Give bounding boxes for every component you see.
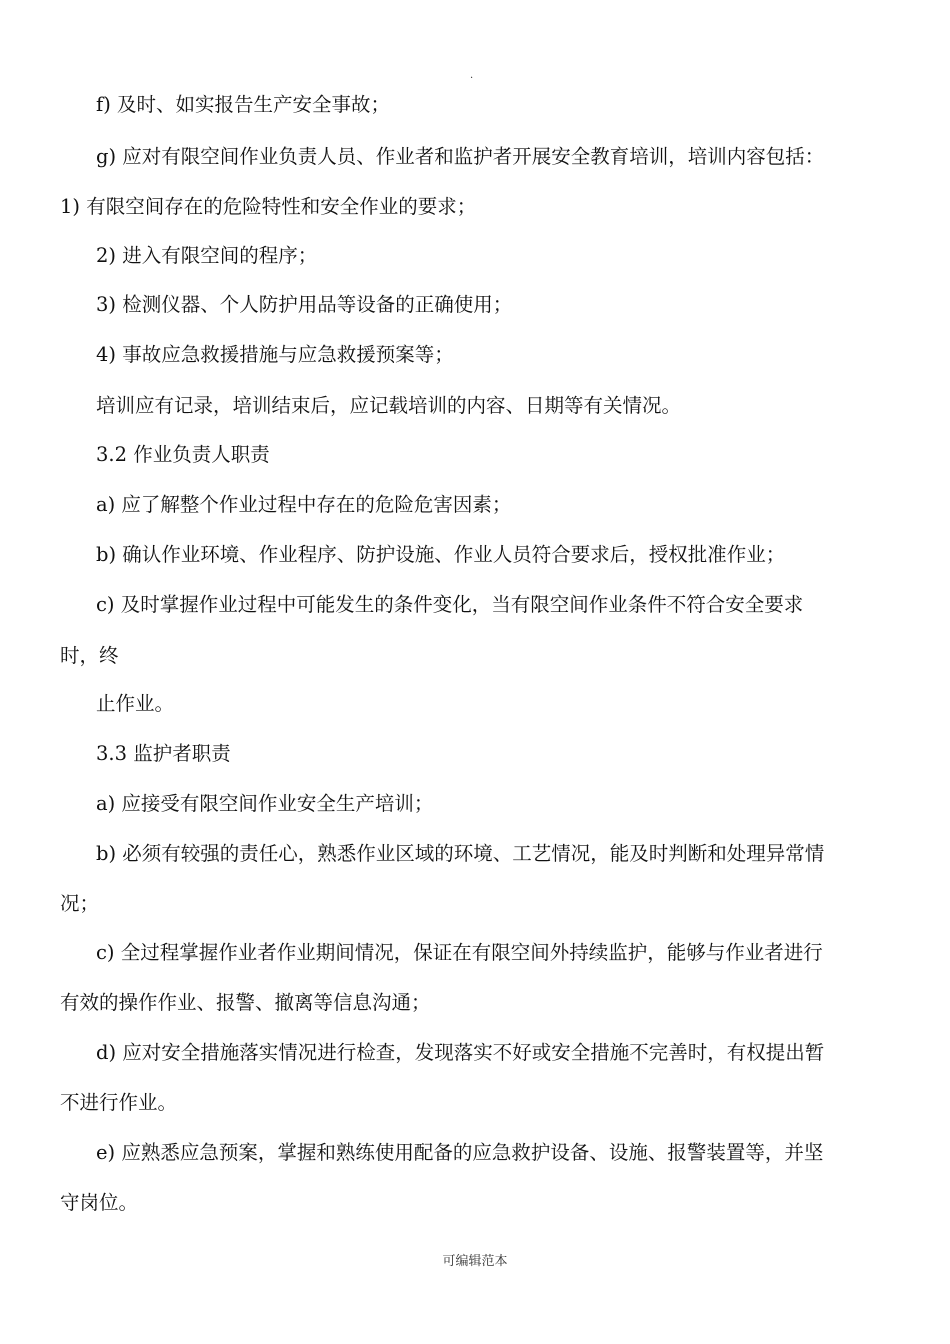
- page-footer: 可编辑范本: [442, 1254, 508, 1269]
- paragraph-line: 时，终: [60, 644, 119, 667]
- paragraph-line: 不进行作业。: [60, 1091, 178, 1114]
- paragraph-line: b) 确认作业环境、作业程序、防护设施、作业人员符合要求后，授权批准作业；: [96, 543, 786, 566]
- paragraph-line: 有效的操作作业、报警、撤离等信息沟通；: [60, 991, 431, 1014]
- paragraph-line: g) 应对有限空间作业负责人员、作业者和监护者开展安全教育培训，培训内容包括：: [96, 145, 825, 168]
- paragraph-line: 止作业。: [96, 692, 175, 715]
- paragraph-line: e) 应熟悉应急预案，掌握和熟练使用配备的应急救护设备、设施、报警装置等，并坚: [96, 1141, 824, 1164]
- paragraph-line: 2) 进入有限空间的程序；: [96, 244, 318, 267]
- paragraph-line: d) 应对安全措施落实情况进行检查，发现落实不好或安全措施不完善时，有权提出暂: [96, 1041, 825, 1064]
- paragraph-line: 培训应有记录，培训结束后，应记载培训的内容、日期等有关情况。: [96, 394, 682, 417]
- header-mark: .: [470, 70, 474, 81]
- paragraph-line: 况；: [60, 892, 100, 915]
- section-heading: 3.3 监护者职责: [96, 742, 231, 765]
- paragraph-line: a) 应接受有限空间作业安全生产培训；: [96, 792, 434, 815]
- paragraph-line: f) 及时、如实报告生产安全事故；: [96, 93, 391, 116]
- paragraph-line: c) 及时掌握作业过程中可能发生的条件变化，当有限空间作业条件不符合安全要求: [96, 593, 804, 616]
- paragraph-line: c) 全过程掌握作业者作业期间情况，保证在有限空间外持续监护，能够与作业者进行: [96, 941, 823, 964]
- paragraph-line: 3) 检测仪器、个人防护用品等设备的正确使用；: [96, 293, 513, 316]
- paragraph-line: a) 应了解整个作业过程中存在的危险危害因素；: [96, 493, 512, 516]
- paragraph-line: 1) 有限空间存在的危险特性和安全作业的要求；: [60, 195, 477, 218]
- paragraph-line: 守岗位。: [60, 1191, 139, 1214]
- paragraph-line: 4) 事故应急救援措施与应急救援预案等；: [96, 343, 454, 366]
- paragraph-line: b) 必须有较强的责任心，熟悉作业区域的环境、工艺情况，能及时判断和处理异常情: [96, 842, 825, 865]
- section-heading: 3.2 作业负责人职责: [96, 443, 270, 466]
